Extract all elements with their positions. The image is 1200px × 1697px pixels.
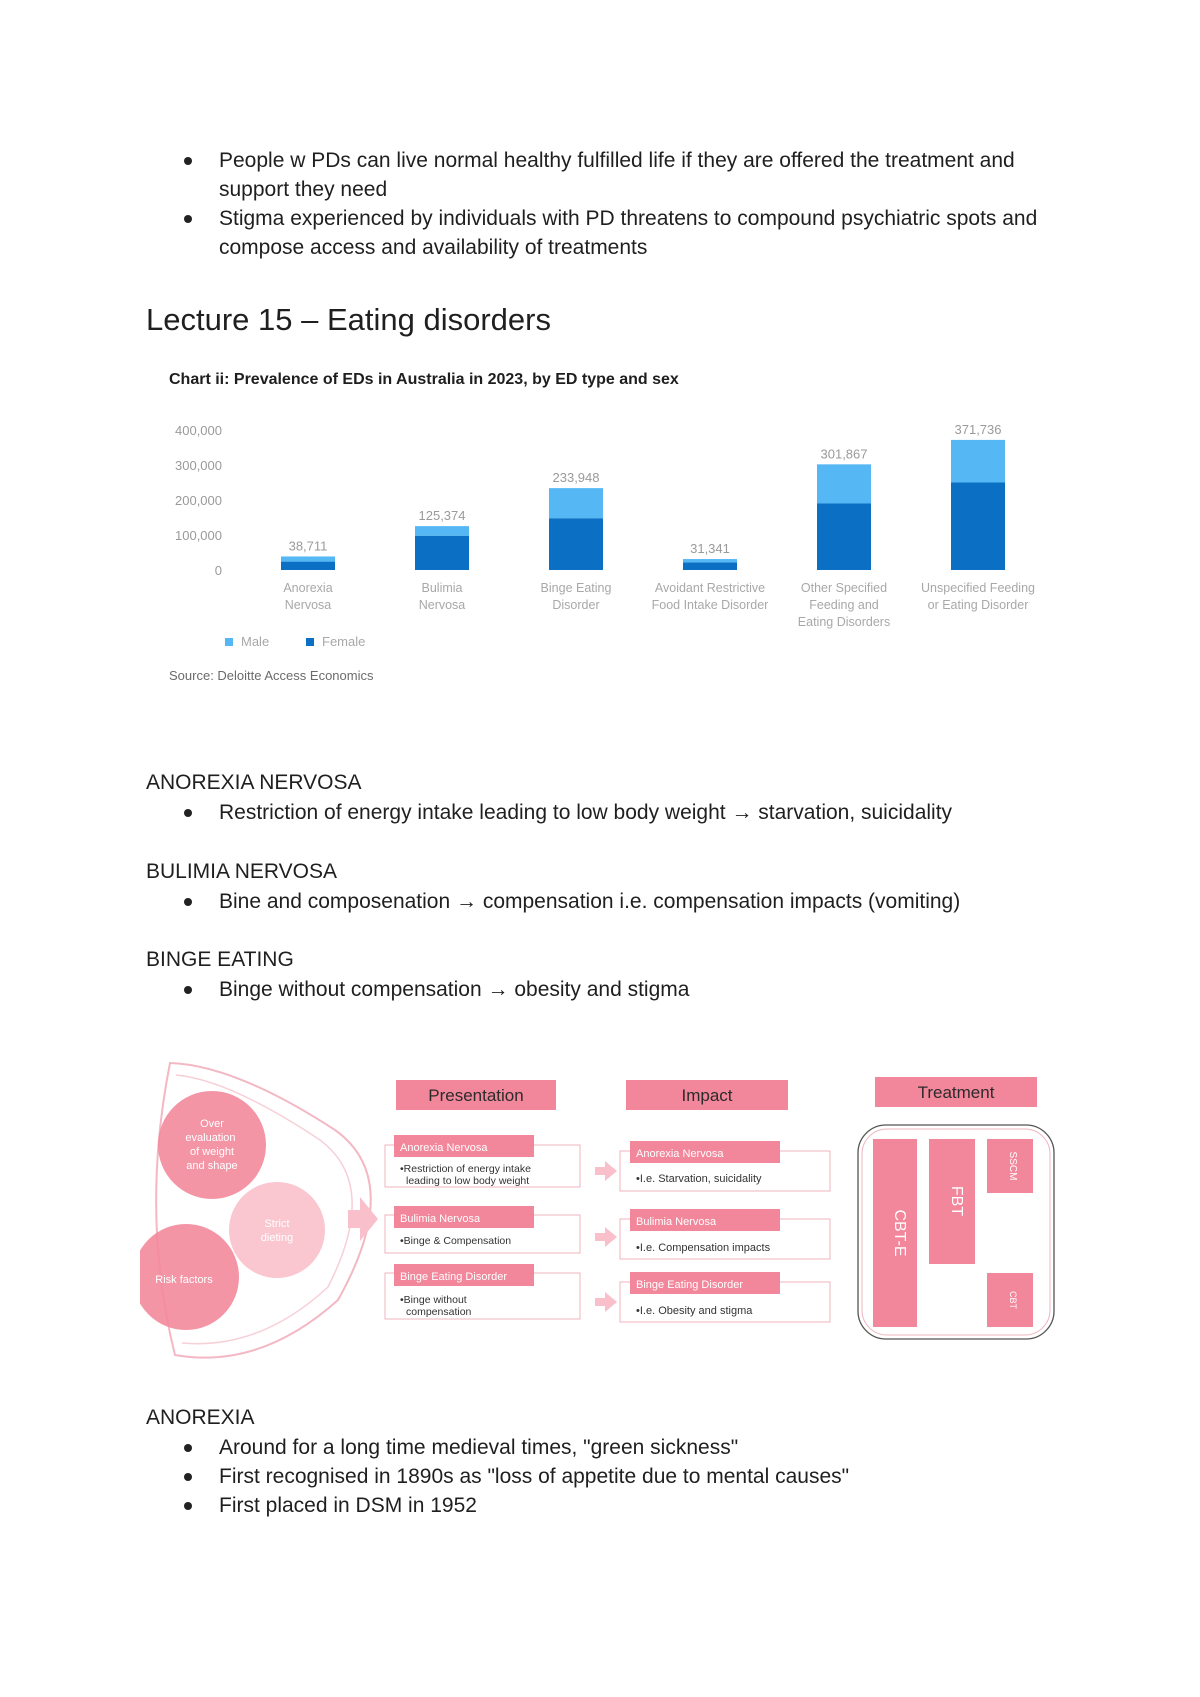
bar-male	[549, 488, 603, 518]
arrow-icon	[595, 1161, 617, 1181]
svg-text:Over evaluation of weight and: Over evaluation of weight and shape	[185, 1118, 238, 1172]
arrow-icon	[595, 1292, 617, 1312]
svg-text:compensation: compensation	[406, 1306, 472, 1318]
anorexia-bullet: First recognised in 1890s as "loss of appetite due to mental causes"	[146, 1462, 1096, 1491]
lecture-title: Lecture 15 – Eating disorders	[146, 302, 551, 337]
category-label: Eating Disorders	[797, 615, 891, 629]
intro-bullet: People w PDs can live normal healthy fulfilled life if they are offered the treatment and support they need	[146, 146, 1076, 204]
section-bullet: Binge without compensation → obesity and stigma	[146, 975, 1096, 1004]
intro-bullet-list	[146, 146, 1076, 262]
svg-text:Anorexia Nervosa: Anorexia Nervosa	[400, 1142, 488, 1154]
legend-swatch-male	[225, 638, 233, 646]
category-label: Nervosa	[284, 598, 332, 612]
bar-total-label: 125,374	[418, 508, 466, 524]
svg-text:Bulimia Nervosa: Bulimia Nervosa	[636, 1216, 717, 1228]
category-label: Bulimia	[421, 581, 463, 595]
category-label: Other Specified	[800, 581, 888, 595]
presentation-card	[385, 1135, 580, 1187]
y-tick-label: 200,000	[175, 493, 222, 508]
bar-total-label: 38,711	[288, 538, 328, 554]
y-tick-label: 0	[214, 563, 222, 578]
category-label: or Eating Disorder	[927, 598, 1029, 612]
svg-text:CBT: CBT	[1008, 1291, 1018, 1309]
bar-female	[549, 518, 603, 570]
impact-card	[620, 1272, 830, 1322]
category-label: Nervosa	[418, 598, 466, 612]
bar-total-label: 31,341	[690, 541, 730, 557]
y-tick-label: 100,000	[175, 528, 222, 543]
legend-label: Female	[322, 634, 366, 649]
category-label: Anorexia	[283, 581, 333, 595]
category-label: Food Intake Disorder	[651, 598, 769, 612]
section-bullet: Bine and composenation → compensation i.e. compensation impacts (vomiting)	[146, 887, 1096, 916]
column-header-label: Treatment	[917, 1083, 995, 1102]
section-bullets	[146, 975, 1096, 1004]
section-heading: BULIMIA NERVOSA	[146, 860, 338, 883]
y-tick-label: 300,000	[175, 458, 222, 473]
ed-overview-diagram	[140, 1055, 1060, 1375]
svg-text:•I.e. Starvation, suicidality: •I.e. Starvation, suicidality	[636, 1173, 762, 1185]
category-label: Avoidant Restrictive	[654, 581, 766, 595]
svg-text:FBT: FBT	[948, 1185, 965, 1217]
legend-label: Male	[241, 634, 270, 649]
anorexia-bullet: Around for a long time medieval times, "green sickness"	[146, 1433, 1096, 1462]
anorexia-bullet: First placed in DSM in 1952	[146, 1491, 1096, 1520]
bar-female	[817, 504, 871, 571]
svg-text:CBT-E: CBT-E	[891, 1209, 908, 1257]
svg-text:Bulimia Nervosa: Bulimia Nervosa	[400, 1213, 481, 1225]
bar-total-label: 301,867	[820, 446, 868, 462]
section-bullet: Restriction of energy intake leading to low body weight → starvation, suicidality	[146, 798, 1096, 827]
impact-card	[620, 1141, 830, 1191]
bar-male	[817, 464, 871, 503]
bar-female	[951, 483, 1005, 571]
bar-male	[281, 556, 335, 561]
column-header-label: Impact	[681, 1086, 733, 1105]
arrow-icon	[595, 1227, 617, 1247]
section-bullets	[146, 887, 1096, 916]
category-label: Unspecified Feeding	[921, 581, 1035, 595]
svg-text:•Restriction of energy intake: •Restriction of energy intake	[400, 1163, 531, 1175]
svg-text:•I.e. Compensation impacts: •I.e. Compensation impacts	[636, 1242, 771, 1254]
category-label: Disorder	[552, 598, 600, 612]
column-header-label: Presentation	[428, 1086, 524, 1105]
chart-source: Source: Deloitte Access Economics	[169, 668, 374, 683]
category-label: Binge Eating	[540, 581, 612, 595]
prevalence-chart	[150, 415, 1050, 665]
section-bullets	[146, 798, 1096, 827]
bar-total-label: 371,736	[954, 421, 1002, 437]
risk-factors-label: Risk factors	[155, 1274, 213, 1286]
risk-circle	[158, 1091, 266, 1199]
svg-text:•Binge & Compensation: •Binge & Compensation	[400, 1235, 512, 1247]
svg-text:•Binge without: •Binge without	[400, 1294, 467, 1306]
section-heading: ANOREXIA NERVOSA	[146, 771, 362, 794]
section-heading: BINGE EATING	[146, 948, 294, 971]
svg-text:SSCM: SSCM	[1007, 1151, 1018, 1181]
svg-text:leading to low body weight: leading to low body weight	[406, 1175, 530, 1187]
category-label: Feeding and	[809, 598, 879, 612]
bar-female	[683, 562, 737, 570]
svg-text:Anorexia Nervosa: Anorexia Nervosa	[636, 1148, 724, 1160]
y-tick-label: 400,000	[175, 423, 222, 438]
svg-text:•I.e. Obesity and stigma: •I.e. Obesity and stigma	[636, 1305, 753, 1317]
intro-bullet: Stigma experienced by individuals with PD threatens to compound psychiatric spots and compose access and availability of treatments	[146, 204, 1076, 262]
bar-male	[683, 559, 737, 562]
presentation-card	[385, 1206, 580, 1253]
bar-male	[415, 526, 469, 536]
legend-swatch-female	[306, 638, 314, 646]
bar-male	[951, 440, 1005, 483]
bar-total-label: 233,948	[552, 470, 600, 486]
risk-circle	[229, 1182, 325, 1278]
presentation-card	[385, 1264, 580, 1319]
svg-text:Binge Eating Disorder: Binge Eating Disorder	[400, 1271, 508, 1283]
section-heading: ANOREXIA	[146, 1406, 255, 1429]
anorexia-bullets	[146, 1433, 1096, 1520]
bar-female	[415, 536, 469, 570]
bar-female	[281, 562, 335, 570]
impact-card	[620, 1209, 830, 1259]
chart-title: Chart ii: Prevalence of EDs in Australia in 2023, by ED type and sex	[169, 371, 679, 388]
svg-text:Binge Eating Disorder: Binge Eating Disorder	[636, 1279, 744, 1291]
svg-text:Strictdieting: Strict dieting	[260, 1218, 294, 1244]
